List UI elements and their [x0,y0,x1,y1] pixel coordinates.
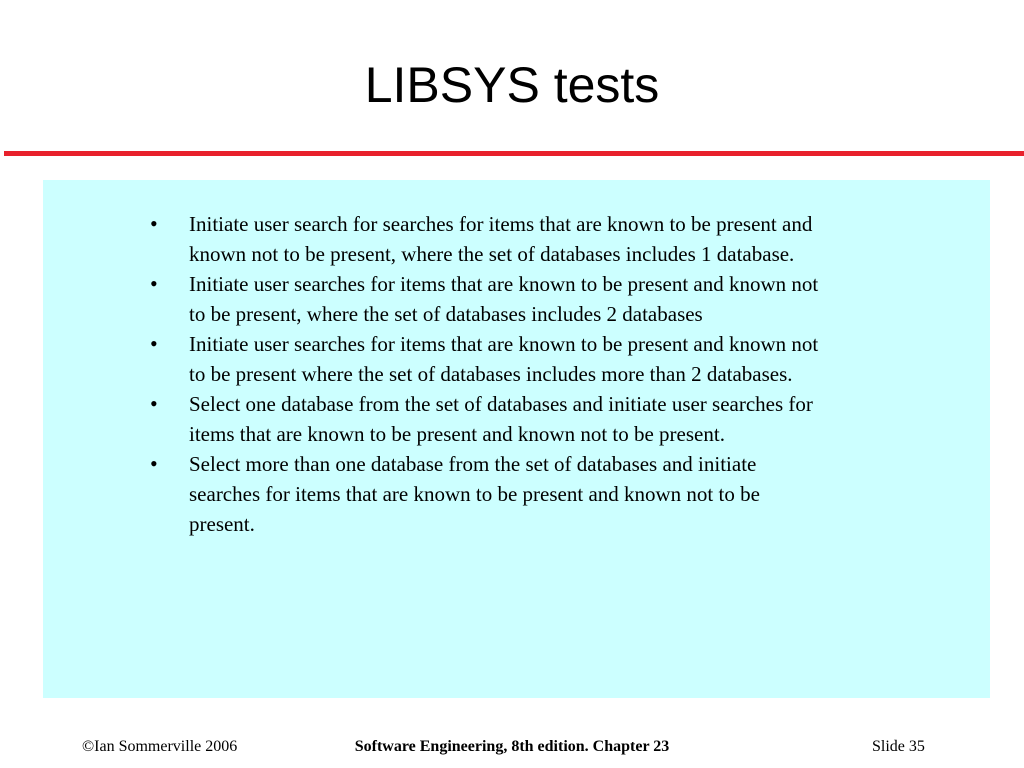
bullet-item: • Initiate user search for searches for items that are known to be present and known not to be present, where the set of databases includes 1 database. [146,209,826,269]
footer-slide-number: Slide 35 [872,738,925,755]
bullet-item: • Initiate user searches for items that are known to be present and known not to be present where the set of databases includes more than 2 databases. [146,329,826,389]
bullet-list [146,209,826,539]
title-divider [4,151,1024,156]
bullet-item: • Select more than one database from the set of databases and initiate searches for items that are known to be present and known not to be present. [146,449,826,539]
footer-book-title: Software Engineering, 8th edition. Chapter 23 [354,738,670,755]
footer-copyright: ©Ian Sommerville 2006 [82,738,238,755]
bullet-item: • Select one database from the set of databases and initiate user searches for items that are known to be present and known not to be present. [146,389,826,449]
bullet-item: • Initiate user searches for items that are known to be present and known not to be present, where the set of databases includes 2 databases [146,269,826,329]
slide-title: LIBSYS tests [364,57,660,113]
